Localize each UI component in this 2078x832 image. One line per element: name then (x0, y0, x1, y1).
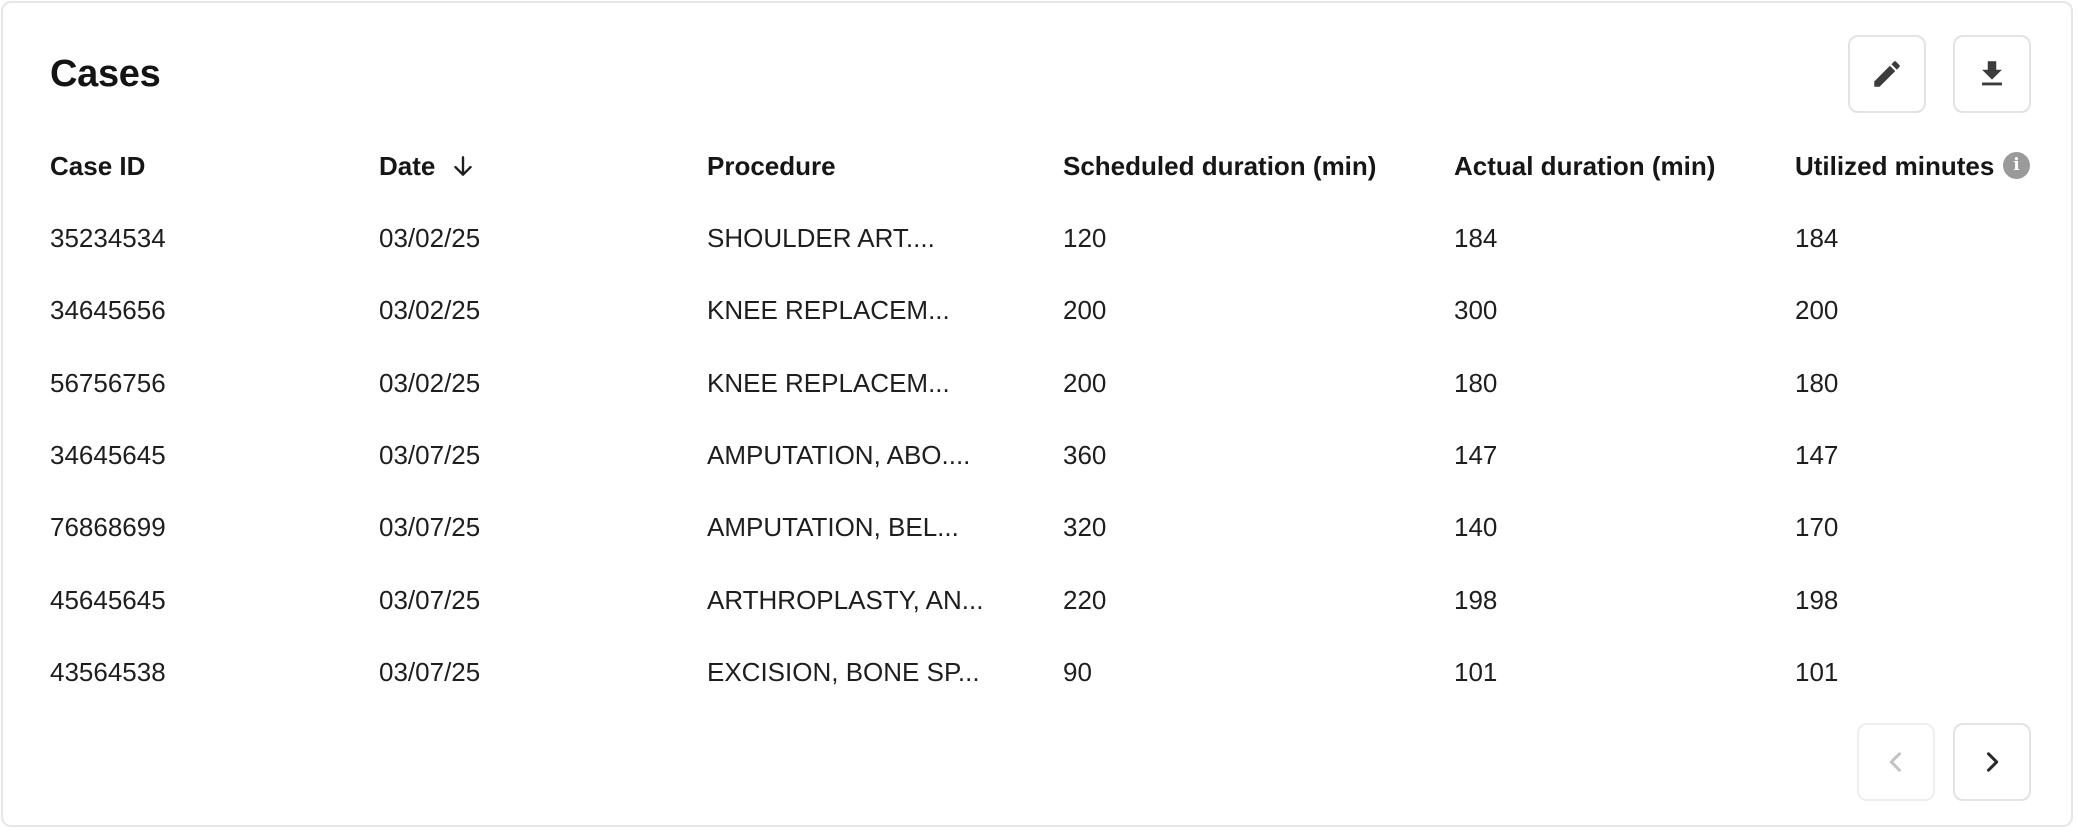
cell-scheduled-duration: 200 (1063, 295, 1107, 325)
cases-card (1, 1, 2073, 827)
cell-case-id: 56756756 (50, 368, 166, 398)
cell-case-id: 34645656 (50, 295, 166, 325)
cell-utilized-minutes: 184 (1795, 223, 1839, 253)
cell-case-id: 35234534 (50, 223, 166, 253)
cell-procedure: SHOULDER ART.... (707, 223, 935, 253)
download-button[interactable] (1953, 35, 2031, 113)
cell-date: 03/02/25 (379, 368, 481, 398)
cell-date: 03/07/25 (379, 512, 481, 542)
cell-date: 03/07/25 (379, 585, 481, 615)
arrow-down-icon[interactable] (450, 153, 476, 179)
cell-actual-duration: 101 (1454, 657, 1498, 687)
cell-utilized-minutes: 180 (1795, 368, 1839, 398)
chevron-left-icon (1882, 748, 1910, 776)
cell-utilized-minutes: 101 (1795, 657, 1839, 687)
column-header-date[interactable]: Date (379, 151, 436, 181)
edit-button[interactable] (1848, 35, 1926, 113)
cell-date: 03/07/25 (379, 440, 481, 470)
cell-scheduled-duration: 120 (1063, 223, 1107, 253)
cell-date: 03/02/25 (379, 223, 481, 253)
cell-procedure: EXCISION, BONE SP... (707, 657, 980, 687)
chevron-right-icon (1978, 748, 2006, 776)
cell-actual-duration: 184 (1454, 223, 1498, 253)
cell-actual-duration: 140 (1454, 512, 1498, 542)
cell-case-id: 34645645 (50, 440, 166, 470)
cell-date: 03/02/25 (379, 295, 481, 325)
column-header-utilized-minutes: Utilized minutes (1795, 151, 1995, 181)
cell-scheduled-duration: 360 (1063, 440, 1107, 470)
cell-scheduled-duration: 320 (1063, 512, 1107, 542)
cell-actual-duration: 198 (1454, 585, 1498, 615)
cell-procedure: ARTHROPLASTY, AN... (707, 585, 984, 615)
cell-actual-duration: 147 (1454, 440, 1498, 470)
cell-utilized-minutes: 147 (1795, 440, 1839, 470)
cell-procedure: KNEE REPLACEM... (707, 368, 950, 398)
next-page-button[interactable] (1953, 723, 2031, 801)
download-icon (1975, 57, 2009, 91)
cell-scheduled-duration: 200 (1063, 368, 1107, 398)
column-header-case-id: Case ID (50, 151, 146, 181)
previous-page-button[interactable] (1857, 723, 1935, 801)
cell-case-id: 76868699 (50, 512, 166, 542)
cell-scheduled-duration: 90 (1063, 657, 1092, 687)
column-header-procedure: Procedure (707, 151, 836, 181)
cell-utilized-minutes: 200 (1795, 295, 1839, 325)
cell-procedure: KNEE REPLACEM... (707, 295, 950, 325)
column-header-actual-duration: Actual duration (min) (1454, 151, 1716, 181)
column-header-scheduled-duration: Scheduled duration (min) (1063, 151, 1377, 181)
cell-utilized-minutes: 170 (1795, 512, 1839, 542)
cell-actual-duration: 180 (1454, 368, 1498, 398)
cell-date: 03/07/25 (379, 657, 481, 687)
info-icon[interactable]: i (2003, 152, 2030, 179)
cell-procedure: AMPUTATION, BEL... (707, 512, 959, 542)
cell-procedure: AMPUTATION, ABO.... (707, 440, 971, 470)
cell-utilized-minutes: 198 (1795, 585, 1839, 615)
cell-case-id: 45645645 (50, 585, 166, 615)
cell-actual-duration: 300 (1454, 295, 1498, 325)
card-title: Cases (50, 53, 161, 95)
pencil-icon (1870, 57, 1904, 91)
cell-scheduled-duration: 220 (1063, 585, 1107, 615)
cell-case-id: 43564538 (50, 657, 166, 687)
